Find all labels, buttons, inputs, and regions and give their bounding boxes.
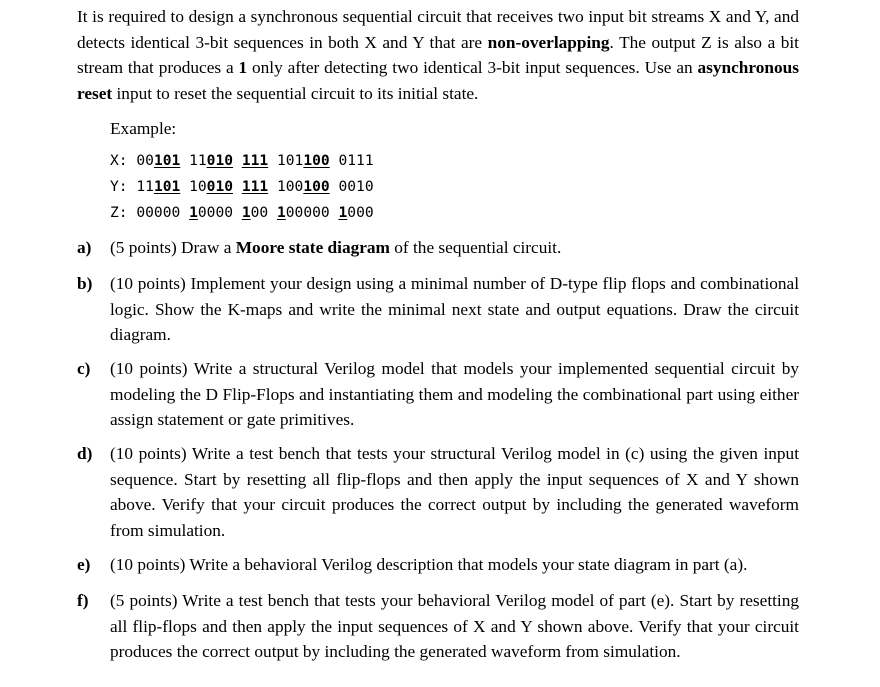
- seq-y-group-4: 100: [303, 178, 330, 195]
- seq-z-group-2: 1: [241, 204, 251, 221]
- seq-x-group-1: 101: [153, 152, 181, 169]
- question-c-marker: c): [77, 359, 91, 378]
- seq-y-sep-1: 10: [180, 178, 207, 195]
- intro-text-2: . The output Z is also a bit stream that produces a: [77, 32, 799, 78]
- seq-x-group-4: 100: [303, 152, 330, 169]
- seq-x-sep-2: [233, 152, 242, 169]
- seq-z-prefix: Z: 00000: [110, 204, 190, 221]
- question-f-marker: f): [77, 591, 89, 610]
- question-b-text: (10 points) Implement your design using a minimal number of D-type flip flops and combinational logic. Show the K-maps and write the minimal next state and output equations. Draw the circuit diagram.: [110, 274, 799, 344]
- intro-text-4: input to reset the sequential circuit to its initial state.: [112, 83, 479, 103]
- question-a-marker: a): [77, 238, 92, 257]
- seq-y-sep-2: [233, 178, 242, 195]
- question-a-text: [110, 235, 799, 261]
- intro-bold-async-reset: asynchronous reset: [77, 58, 799, 103]
- seq-y-sep-3: 100: [268, 178, 304, 195]
- question-a: [77, 235, 799, 261]
- seq-y-group-1: 101: [153, 178, 181, 195]
- seq-z-sep-4: 000: [347, 204, 374, 221]
- question-a-text-2: of the sequential circuit.: [389, 238, 562, 257]
- sequence-y: [110, 177, 374, 197]
- sequence-z: [110, 203, 374, 223]
- question-e-text: (10 points) Write a behavioral Verilog description that models your state diagram in part (a).: [110, 555, 748, 574]
- seq-x-group-3: 111: [241, 152, 269, 169]
- intro-bold-non-overlapping: non-overlapping: [487, 32, 610, 52]
- seq-x-group-2: 010: [206, 152, 234, 169]
- problem-statement: [77, 4, 799, 106]
- seq-x-sep-1: 11: [180, 152, 207, 169]
- seq-y-group-2: 010: [206, 178, 234, 195]
- question-e: [77, 552, 799, 578]
- question-a-text-1: (5 points) Draw a: [110, 238, 236, 257]
- seq-y-prefix: Y: 11: [110, 178, 154, 195]
- seq-x-sep-3: 101: [268, 152, 304, 169]
- question-d: [77, 441, 799, 543]
- question-a-bold: Moore state diagram: [235, 238, 390, 257]
- question-b: [77, 271, 799, 348]
- question-c-text: (10 points) Write a structural Verilog model that models your implemented sequential circuit by modeling the D Flip-Flops and instantiating them and modeling the combinational part using either assign statement or gate primitives.: [110, 359, 799, 429]
- intro-text-1: It is required to design a synchronous sequential circuit that receives two input bit streams X and Y, and detects identical 3-bit sequences in both X and Y that are: [77, 7, 799, 52]
- seq-z-group-4: 1: [338, 204, 348, 221]
- example-label: Example:: [110, 119, 177, 138]
- question-e-marker: e): [77, 555, 91, 574]
- question-f: [77, 588, 799, 665]
- seq-x-sep-4: 0111: [329, 152, 374, 169]
- seq-z-group-1: 1: [189, 204, 198, 221]
- seq-z-sep-2: 00: [250, 204, 277, 221]
- seq-z-sep-3: 00000: [285, 204, 339, 221]
- sequence-x: [110, 151, 374, 171]
- seq-y-sep-4: 0010: [329, 178, 374, 195]
- question-f-text: (5 points) Write a test bench that tests your behavioral Verilog model of part (e). Start by resetting all flip-flops and then apply the input sequences of X and Y shown above. Verify that your circuit produces the correct output by including the generated waveform from simulation.: [110, 591, 799, 661]
- seq-z-group-3: 1: [276, 204, 286, 221]
- intro-bold-one: 1: [238, 58, 248, 78]
- seq-x-prefix: X: 00: [110, 152, 154, 169]
- seq-z-sep-1: 0000: [197, 204, 242, 221]
- seq-y-group-3: 111: [241, 178, 269, 195]
- question-b-marker: b): [77, 274, 93, 293]
- question-d-text: (10 points) Write a test bench that tests your structural Verilog model in (c) using the given input sequence. Start by resetting all flip-flops and then apply the input sequences of X and Y shown above. Verify that your circuit produces the correct output by including the generated waveform from simulation.: [110, 444, 799, 540]
- question-c: [77, 356, 799, 433]
- intro-text-3: only after detecting two identical 3-bit input sequences. Use an: [247, 58, 698, 78]
- question-d-marker: d): [77, 444, 93, 463]
